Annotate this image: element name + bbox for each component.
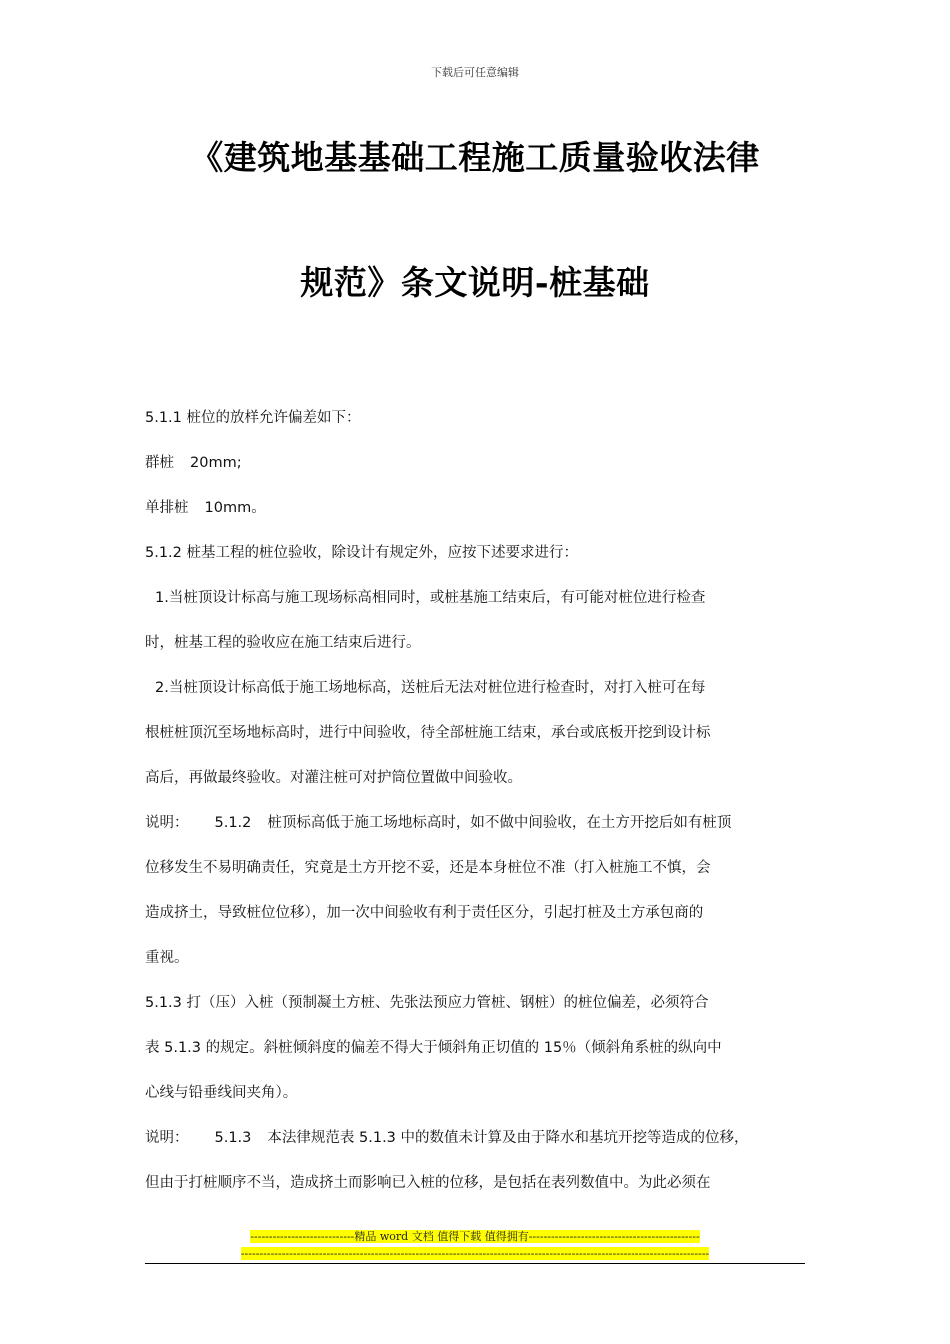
body-line <box>145 1116 815 1161</box>
document-title-line-2: 规范》条文说明-桩基础 <box>300 263 650 302</box>
body-line: 高后，再做最终验收。对灌注桩可对护筒位置做中间验收。 <box>145 770 522 786</box>
note-text: 桩顶标高低于施工场地标高时，如不做中间验收，在土方开挖后如有桩顶 <box>267 815 732 831</box>
note-label: 说明： <box>145 1130 189 1146</box>
single-row-pile-label: 单排桩 <box>145 500 189 516</box>
note-text: 本法律规范表 5.1.3 中的数值未计算及由于降水和基坑开挖等造成的位移， <box>267 1130 749 1146</box>
body-line: 重视。 <box>145 950 189 966</box>
body-line: 造成挤土，导致桩位位移），加一次中间验收有利于责任区分，引起打桩及土方承包商的 <box>145 905 704 921</box>
body-line: 表 5.1.3 的规定。斜桩倾斜度的偏差不得大于倾斜角正切值的 15％（倾斜角系桩的纵向中 <box>145 1040 722 1056</box>
single-row-pile-value: 10mm。 <box>204 500 266 516</box>
note-clause-number: 5.1.3 <box>214 1130 252 1146</box>
body-line <box>145 801 815 846</box>
list-item-1: 1.当桩顶设计标高与施工现场标高相同时，或桩基施工结束后，有可能对桩位进行检查 <box>155 590 706 606</box>
group-pile-value: 20mm; <box>190 455 242 471</box>
body-line: 心线与铅垂线间夹角）。 <box>145 1085 298 1101</box>
footer-banner-line-1: ----------------------------精品 word 文档 值得下载 值得拥有---------------------------------------------- <box>250 1230 700 1243</box>
document-body <box>145 396 815 1206</box>
footer-banner <box>0 1228 950 1262</box>
body-line: 5.1.2 桩基工程的桩位验收，除设计有规定外，应按下述要求进行： <box>145 545 579 561</box>
body-line <box>145 486 815 531</box>
document-title-line-1: 《建筑地基基础工程施工质量验收法律 <box>190 138 760 177</box>
footer-divider <box>145 1263 805 1264</box>
body-line <box>145 441 815 486</box>
body-line: 位移发生不易明确责任，究竟是土方开挖不妥，还是本身桩位不准（打入桩施工不慎，会 <box>145 860 711 876</box>
body-line: 时，桩基工程的验收应在施工结束后进行。 <box>145 635 421 651</box>
header-note: 下载后可任意编辑 <box>431 66 519 79</box>
group-pile-label: 群桩 <box>145 455 174 471</box>
note-clause-number: 5.1.2 <box>214 815 252 831</box>
body-line: 根桩桩顶沉至场地标高时，进行中间验收，待全部桩施工结束，承台或底板开挖到设计标 <box>145 725 711 741</box>
body-line <box>145 666 815 711</box>
body-line <box>145 576 815 621</box>
body-line: 5.1.3 打（压）入桩（预制凝土方桩、先张法预应力管桩、钢桩）的桩位偏差，必须符合 <box>145 995 709 1011</box>
body-line: 但由于打桩顺序不当，造成挤土而影响已入桩的位移，是包括在表列数值中。为此必须在 <box>145 1175 711 1191</box>
list-item-2: 2.当桩顶设计标高低于施工场地标高，送桩后无法对桩位进行检查时，对打入桩可在每 <box>155 680 706 696</box>
body-line: 5.1.1 桩位的放样允许偏差如下： <box>145 410 361 426</box>
note-label: 说明： <box>145 815 189 831</box>
footer-banner-line-2: ------------------------------------------------------------------------------------------------------------------------------ <box>240 1247 710 1260</box>
